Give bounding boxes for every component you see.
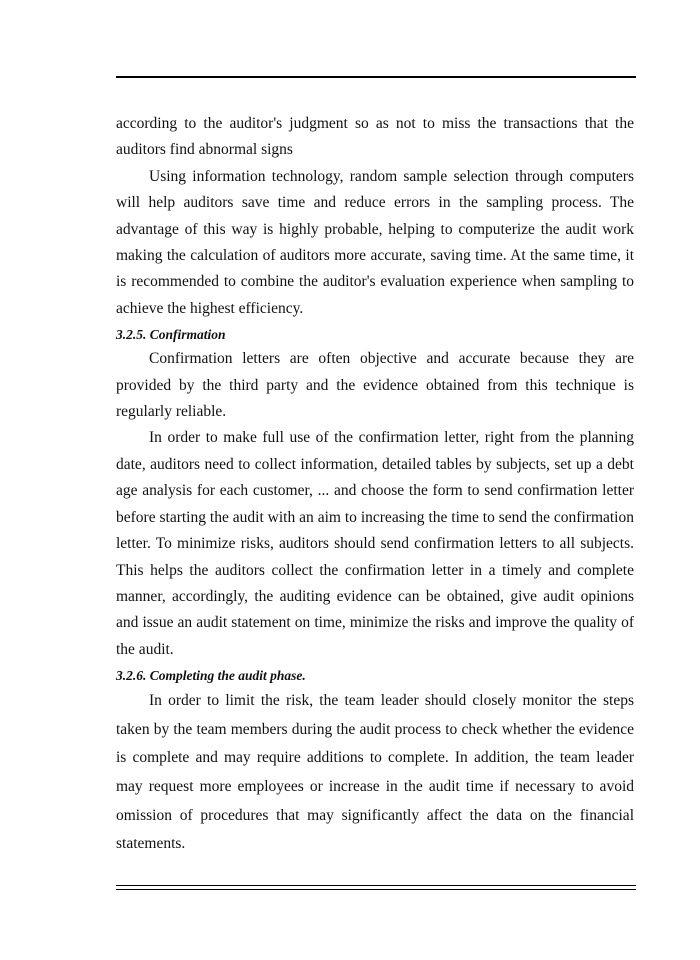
header-rule (116, 76, 636, 78)
section-heading-confirmation: 3.2.5. Confirmation (116, 327, 226, 343)
continued-paragraph: according to the auditor's judgment so as not to miss the transactions that the auditors find abnormal signs (116, 115, 634, 159)
body-paragraph: Using information technology, random sample selection through computers will help auditors save time and reduce errors in the sampling process. The advantage of this way is highly probable, helping to computerize the audit work making the calculation of auditors more accurate, saving time. At the same time, it is recommended to combine the auditor's evaluation experience when sampling to achieve the highest efficiency. (116, 167, 634, 317)
body-paragraph: In order to limit the risk, the team leader should closely monitor the steps taken by the team members during the audit process to check whether the evidence is complete and may require additions to complete. In addition, the team leader may request more employees or increase in the audit time if necessary to avoid omission of procedures that may significantly affect the data on the financial statements. (116, 692, 634, 853)
footer-rule (116, 885, 636, 890)
body-paragraph: Confirmation letters are often objective and accurate because they are provided by the third party and the evidence obtained from this technique is regularly reliable. (116, 350, 634, 421)
section-heading-completing-audit: 3.2.6. Completing the audit phase. (116, 668, 306, 684)
body-paragraph: In order to make full use of the confirmation letter, right from the planning date, auditors need to collect information, detailed tables by subjects, set up a debt age analysis for each customer, ... and choose the form to send confirmation letter before starting the audit with an aim to increasing the time to send the confirmation letter. To minimize risks, auditors should send confirmation letters to all subjects. This helps the auditors collect the confirmation letter in a timely and complete manner, accordingly, the auditing evidence can be obtained, give audit opinions and issue an audit statement on time, minimize the risks and improve the quality of the audit. (116, 429, 634, 658)
page-body (116, 111, 634, 859)
